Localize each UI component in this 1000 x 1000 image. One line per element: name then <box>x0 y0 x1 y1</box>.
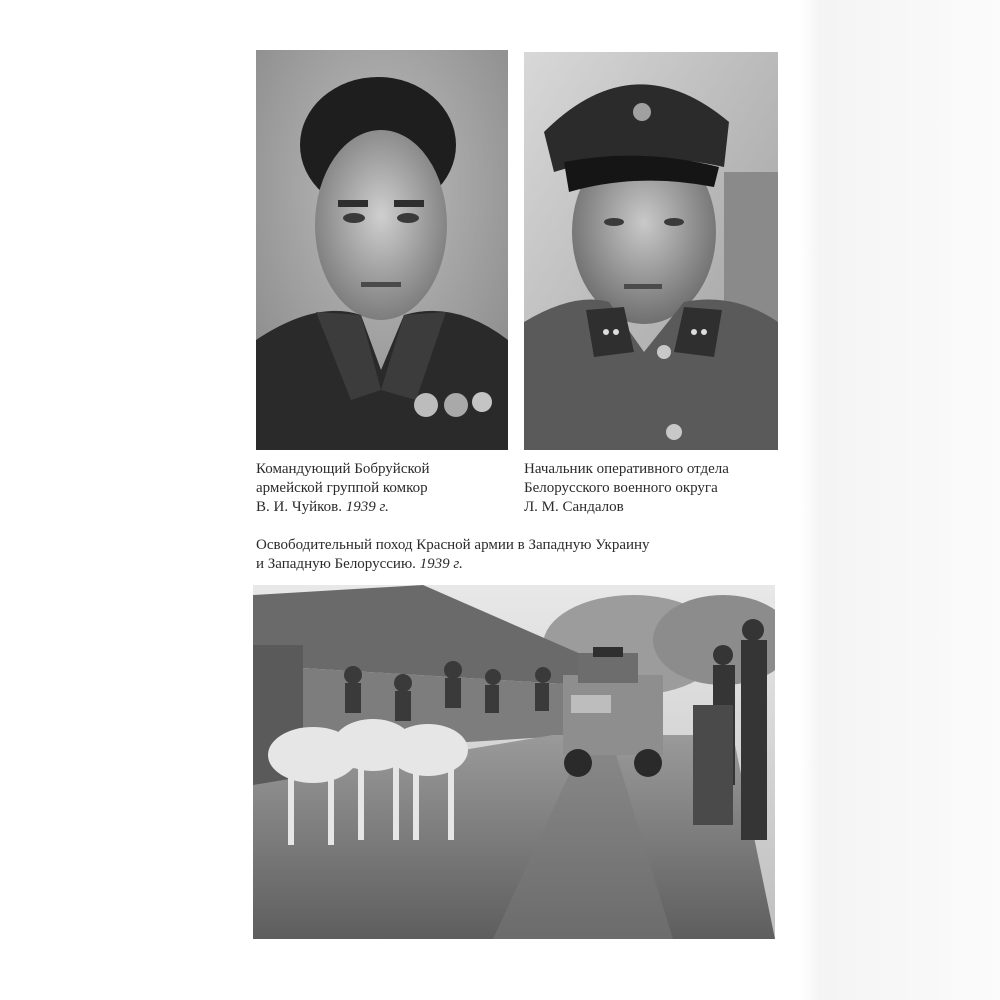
caption-chuikov-line1: Командующий Бобруйской <box>256 461 430 477</box>
caption-sandalov-line3: Л. М. Сандалов <box>524 499 624 515</box>
scene-photo-column-image <box>253 585 775 939</box>
caption-sandalov-line1: Начальник оперативного отдела <box>524 461 729 477</box>
caption-campaign-year: 1939 г. <box>419 556 463 572</box>
scene-photo-column <box>253 585 775 939</box>
portrait-photo-chuikov-image <box>256 50 508 450</box>
caption-sandalov <box>524 460 778 517</box>
caption-chuikov <box>256 460 506 517</box>
portrait-photo-sandalov-image <box>524 52 778 450</box>
caption-liberation-campaign <box>256 536 776 574</box>
caption-chuikov-name: В. И. Чуйков. <box>256 499 346 515</box>
caption-chuikov-line2: армейской группой комкор <box>256 480 428 496</box>
caption-chuikov-line3 <box>256 498 506 517</box>
caption-campaign-text: и Западную Белоруссию. <box>256 556 420 572</box>
caption-sandalov-line2: Белорусского военного округа <box>524 480 718 496</box>
caption-chuikov-year: 1939 г. <box>345 499 389 515</box>
caption-campaign-line2 <box>256 555 776 574</box>
caption-campaign-line1: Освободительный поход Красной армии в Западную Украину <box>256 537 650 553</box>
portrait-photo-chuikov <box>256 50 508 450</box>
portrait-photo-sandalov <box>524 52 778 450</box>
